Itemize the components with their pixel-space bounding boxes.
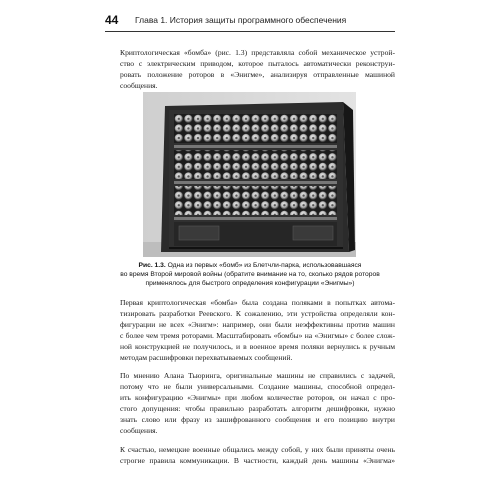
text-line: ить конфигурацию «Энигмы» при любом количестве роторов, он начал с про- [120,393,395,403]
text-line: тизировать разработки Реевского. К сожалению, эти устройства определяли кон- [120,309,395,319]
text-line: ной конструкцией не получилось, и в военное время поляки вернулись к ручным [120,342,395,352]
chapter-title: Глава 1. История защиты программного обеспечения [135,15,347,25]
page-header [105,10,395,32]
text-line: ровать положение роторов в «Энигме», анализируя отправленные машиной [120,70,395,80]
caption-text: Одна из первых «бомб» из Блетчли-парка, использовавшаяся [165,262,362,269]
text-line: знать слово или фразу из зашифрованного сообщения и его позицию внутри [120,415,395,425]
caption-text: применялось для быстрого определения конфигурации «Энигмы») [145,280,355,288]
text-line: По мнению Алана Тьюринга, оригинальные машины не справились с задачей, [120,371,395,380]
bombe-machine-image [143,92,356,257]
text-line: сообщения. [120,426,158,436]
page-number: 44 [105,13,119,27]
text-line: ство с электрическим приводом, которое пыталось автоматически реконструи- [120,59,395,69]
paragraph-german-military [108,444,395,466]
text-line: Криптологическая «бомба» (рис. 1.3) представляла собой механическое устрой- [120,48,395,57]
text-line: сообщения. [120,81,158,91]
paragraph-polish-bombe [108,297,395,364]
text-line: с более чем тремя роторами. Масштабировать «бомбы» на «Энигмы» с более слож- [120,331,395,341]
caption-text: во время Второй мировой войны (обратите внимание на то, сколько рядов роторов [120,271,380,279]
figure-caption [105,261,395,289]
text-line: потому что не были универсальными. Создание машины, способной определ- [120,382,395,392]
text-line: фигурации не всех «Энигм»: например, они были неэффективны против машин [120,320,395,330]
bombe-photo [143,92,356,257]
paragraph-turing [108,370,395,437]
header-divider [105,31,395,32]
text-line: строгие правила коммуникации. В частности, каждый день машины «Энигма» [120,456,395,466]
text-line: стого допущения: чтобы правильно разработать алгоритм дешифровки, нужно [120,404,395,414]
caption-label: Рис. 1.3. [138,262,166,269]
text-line: К счастью, немецкие военные общались между собой, у них были приняты очень [120,445,395,454]
text-line: Первая криптологическая «бомба» была создана поляками в попытках автома- [120,298,395,307]
paragraph-intro [108,47,395,91]
text-line: методам расшифровки перехватываемых сообщений. [120,353,293,363]
